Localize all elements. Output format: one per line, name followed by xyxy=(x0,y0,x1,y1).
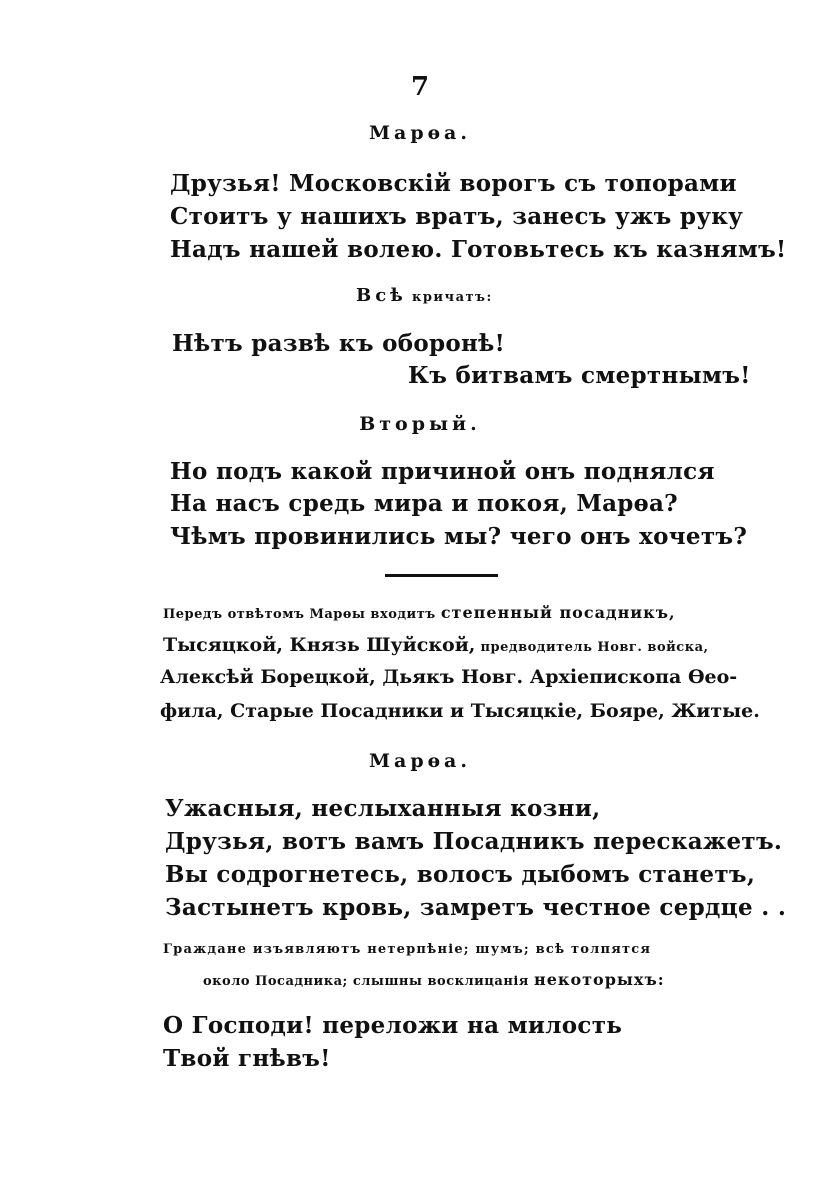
section-divider xyxy=(385,574,498,577)
page-number: 7 xyxy=(410,72,430,102)
verse-line: Надъ нашей волею. Готовьтесь къ казнямъ! xyxy=(170,236,787,263)
stage-direction-line xyxy=(163,603,676,622)
stage-direction-small: предводитель Новг. войска, xyxy=(480,640,709,655)
verse-line: На насъ средь мира и покоя, Марѳа? xyxy=(170,490,678,517)
stage-direction-caps: степенный посадникъ, xyxy=(440,603,676,622)
stage-direction-line: Алексѣй Борецкой, Дьякъ Новг. Архіепископа Ѳео- xyxy=(160,666,738,688)
verse-line: Нѣтъ развѣ къ оборонѣ! xyxy=(172,330,506,357)
speaker-note: кричатъ: xyxy=(411,290,493,305)
speaker-heading: Вторый. xyxy=(359,413,481,435)
stage-direction-line: Граждане изъявляютъ нетерпѣніе; шумъ; всѣ толпятся xyxy=(163,942,652,957)
verse-line: Друзья! Московскій ворогъ съ топорами xyxy=(170,170,737,197)
stage-direction-caps: Тысяцкой, Князь Шуйской, xyxy=(163,634,476,656)
stage-direction-line: фила, Старые Посадники и Тысяцкіе, Бояре, Житые. xyxy=(160,700,760,722)
speaker-heading xyxy=(356,285,493,306)
verse-line: Твой гнѣвъ! xyxy=(163,1045,331,1072)
stage-direction-small: около Посадника; слышны восклицанія xyxy=(203,974,529,989)
speaker-heading: Марѳа. xyxy=(369,750,471,772)
stage-direction-line xyxy=(163,634,709,656)
stage-direction-line xyxy=(203,970,665,989)
verse-line: Но подъ какой причиной онъ поднялся xyxy=(170,458,715,485)
speaker-label: Всѣ xyxy=(356,285,407,306)
verse-line: Къ битвамъ смертнымъ! xyxy=(408,362,751,389)
verse-line: Ужасныя, неслыханныя козни, xyxy=(165,795,601,822)
stage-direction-small: Передъ отвѣтомъ Марѳы входитъ xyxy=(163,607,436,622)
verse-line: О Господи! переложи на милость xyxy=(163,1012,623,1039)
verse-line: Стоитъ у нашихъ вратъ, занесъ ужъ руку xyxy=(170,203,744,230)
verse-line: Друзья, вотъ вамъ Посадникъ перескажетъ. xyxy=(165,828,783,855)
stage-direction-caps: некоторыхъ: xyxy=(534,970,665,989)
verse-line: Чѣмъ провинились мы? чего онъ хочетъ? xyxy=(170,523,748,550)
verse-line: Вы содрогнетесь, волосъ дыбомъ станетъ, xyxy=(165,861,756,888)
verse-line: Застынетъ кровь, замретъ честное сердце . . xyxy=(165,894,787,921)
speaker-heading: Марѳа. xyxy=(369,122,471,144)
